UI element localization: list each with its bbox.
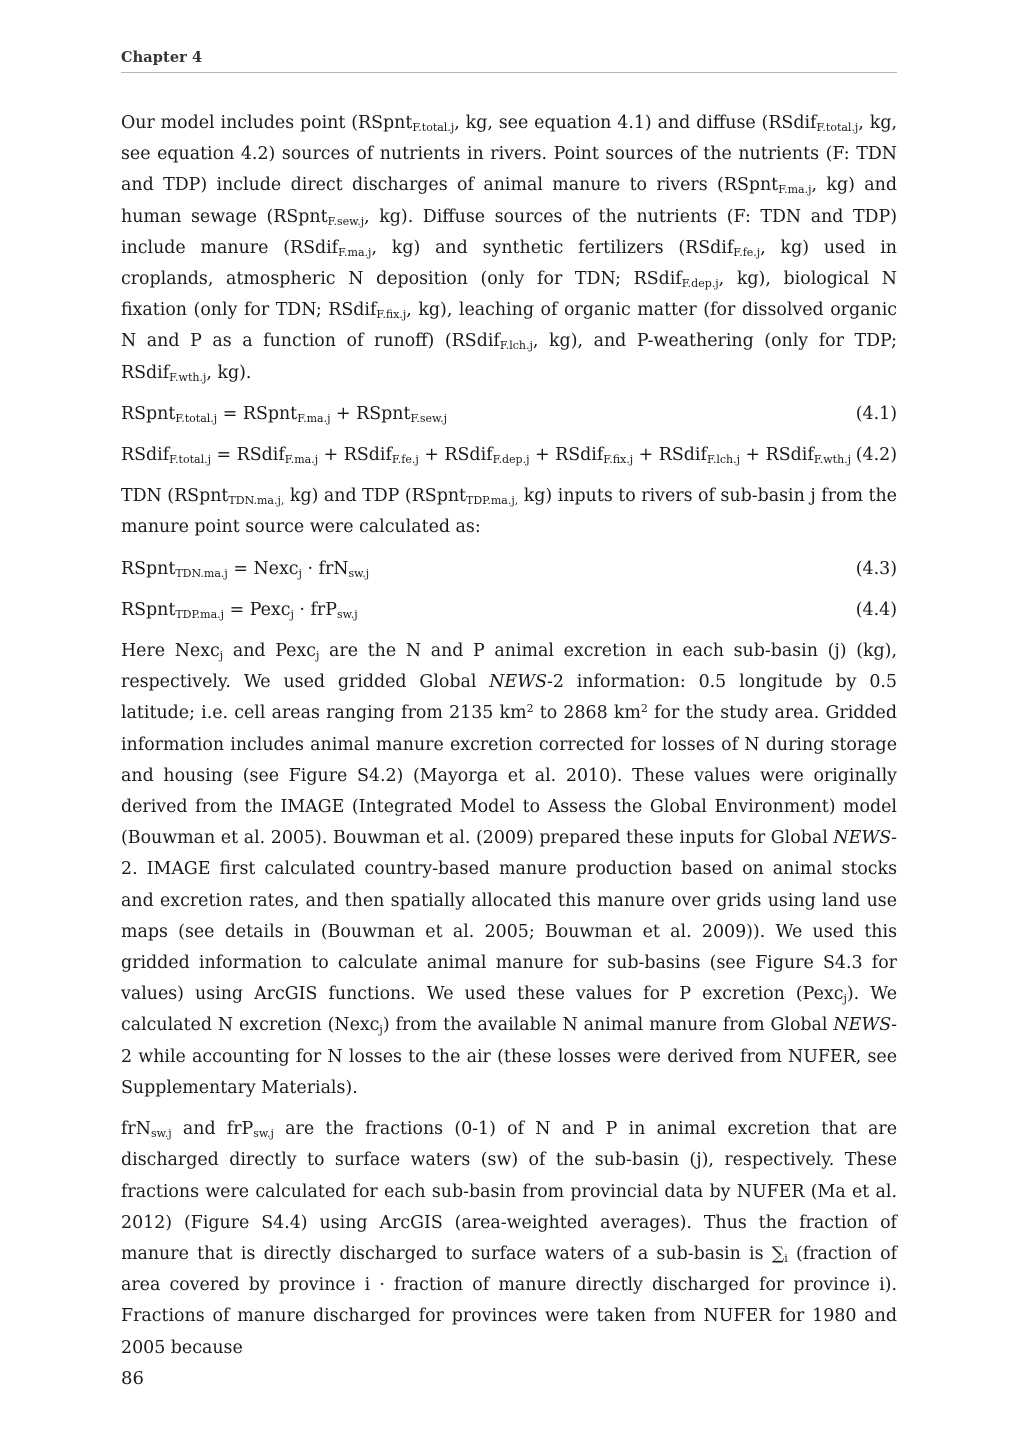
page-number: 86 [121, 1368, 144, 1389]
equation-4-2 [121, 440, 897, 471]
equation-body: RSpnt$_{F.total.j}$ = RSpnt$_{F.ma.j}$ + RSpnt$_{F.sew.j}$ [121, 403, 448, 425]
equation-4-4 [121, 595, 897, 626]
body-text [121, 108, 897, 1374]
paragraph: Here Nexc$_j$ and Pexc$_j$ are the N and P animal excretion in each sub-basin (j) (kg), respectively. We used gridded Global NEWS-2 information: 0.5 longitude by 0.5 latitude; i.e. cell areas ranging from 2135 $km^2$ to 2868 $km^2$ for the study area. Gridded information includes animal manure excretion corrected for losses of N during storage and housing (see Figure S4.2) (Mayorga et al. 2010). These values were originally derived from the IMAGE (Integrated Model to Assess the Global Environment) model (Bouwman et al. 2005). Bouwman et al. (2009) prepared these inputs for Global NEWS-2. IMAGE first calculated country-based manure production based on animal stocks and excretion rates, and then spatially allocated this manure over grids using land use maps (see details in (Bouwman et al. 2005; Bouwman et al. 2009)). We used this gridded information to calculate animal manure for sub-basins (see Figure S4.3 for values) using ArcGIS functions. We used these values for P excretion (Pexc$_j$). We calculated N excretion (Nexc$_j$) from the available N animal manure from Global NEWS-2 while accounting for N losses to the air (these losses were derived from NUFER, see Supplementary Materials). [121, 641, 897, 1098]
chapter-label: Chapter 4 [121, 49, 203, 66]
paragraph: frN$_{sw.j}$ and frP$_{sw.j}$ are the fractions (0-1) of N and P in animal excretion that are discharged directly to surface waters (sw) of the sub-basin (j), respectively. These fractions were calculated for each sub-basin from provincial data by NUFER (Ma et al. 2012) (Figure S4.4) using ArcGIS (area-weighted averages). Thus the fraction of manure that is directly discharged to surface waters of a sub-basin is $\sum_i$ (fraction of area covered by province i · fraction of manure directly discharged for province i). Fractions of manure discharged for provinces were taken from NUFER for 1980 and 2005 because [121, 1119, 897, 1358]
paragraph: Our model includes point (RSpnt$_{F.total.j}$, kg, see equation 4.1) and diffuse (RSdif$_{F.total.j}$, kg, see equation 4.2) sources of nutrients in rivers. Point sources of the nutrients (F: TDN and TDP) include direct discharges of animal manure to rivers (RSpnt$_{F.ma.j}$, kg) and human sewage (RSpnt$_{F.sew.j}$, kg). Diffuse sources of the nutrients (F: TDN and TDP) include manure (RSdif$_{F.ma.j}$, kg) and synthetic fertilizers (RSdif$_{F.fe.j}$, kg) used in croplands, atmospheric N deposition (only for TDN; RSdif$_{F.dep.j}$, kg), biological N fixation (only for TDN; RSdif$_{F.fix.j}$, kg), leaching of organic matter (for dissolved organic N and P as a function of runoff) (RSdif$_{F.lch.j}$, kg), and P-weathering (only for TDP; RSdif$_{F.wth.j}$, kg). [121, 113, 897, 384]
equation-body: RSpnt$_{TDN.ma.j}$ = Nexc$_j$ · frN$_{sw.j}$ [121, 558, 370, 580]
equation-4-1 [121, 399, 897, 430]
equation-number: (4.2) [855, 445, 897, 466]
paragraph: TDN (RSpnt$_{TDN.ma.j,}$ kg) and TDP (RSpnt$_{TDP.ma.j,}$ kg) inputs to rivers of sub-basin j from the manure point source were calculated as: [121, 486, 897, 538]
running-header [121, 47, 897, 73]
equation-number: (4.1) [855, 403, 897, 424]
equation-number: (4.3) [855, 558, 897, 579]
equation-body: RSpnt$_{TDP.ma.j}$ = Pexc$_j$ · frP$_{sw.j}$ [121, 599, 358, 621]
equation-4-3 [121, 554, 897, 585]
equation-number: (4.4) [855, 599, 897, 620]
equation-body: RSdif$_{F.total.j}$ = RSdif$_{F.ma.j}$ + RSdif$_{F.fe.j}$ + RSdif$_{F.dep.j}$ + RSdif$_{F.fix.j}$ + RSdif$_{F.lch.j}$ + RSdif$_{F.wth.j}$ [121, 445, 852, 467]
